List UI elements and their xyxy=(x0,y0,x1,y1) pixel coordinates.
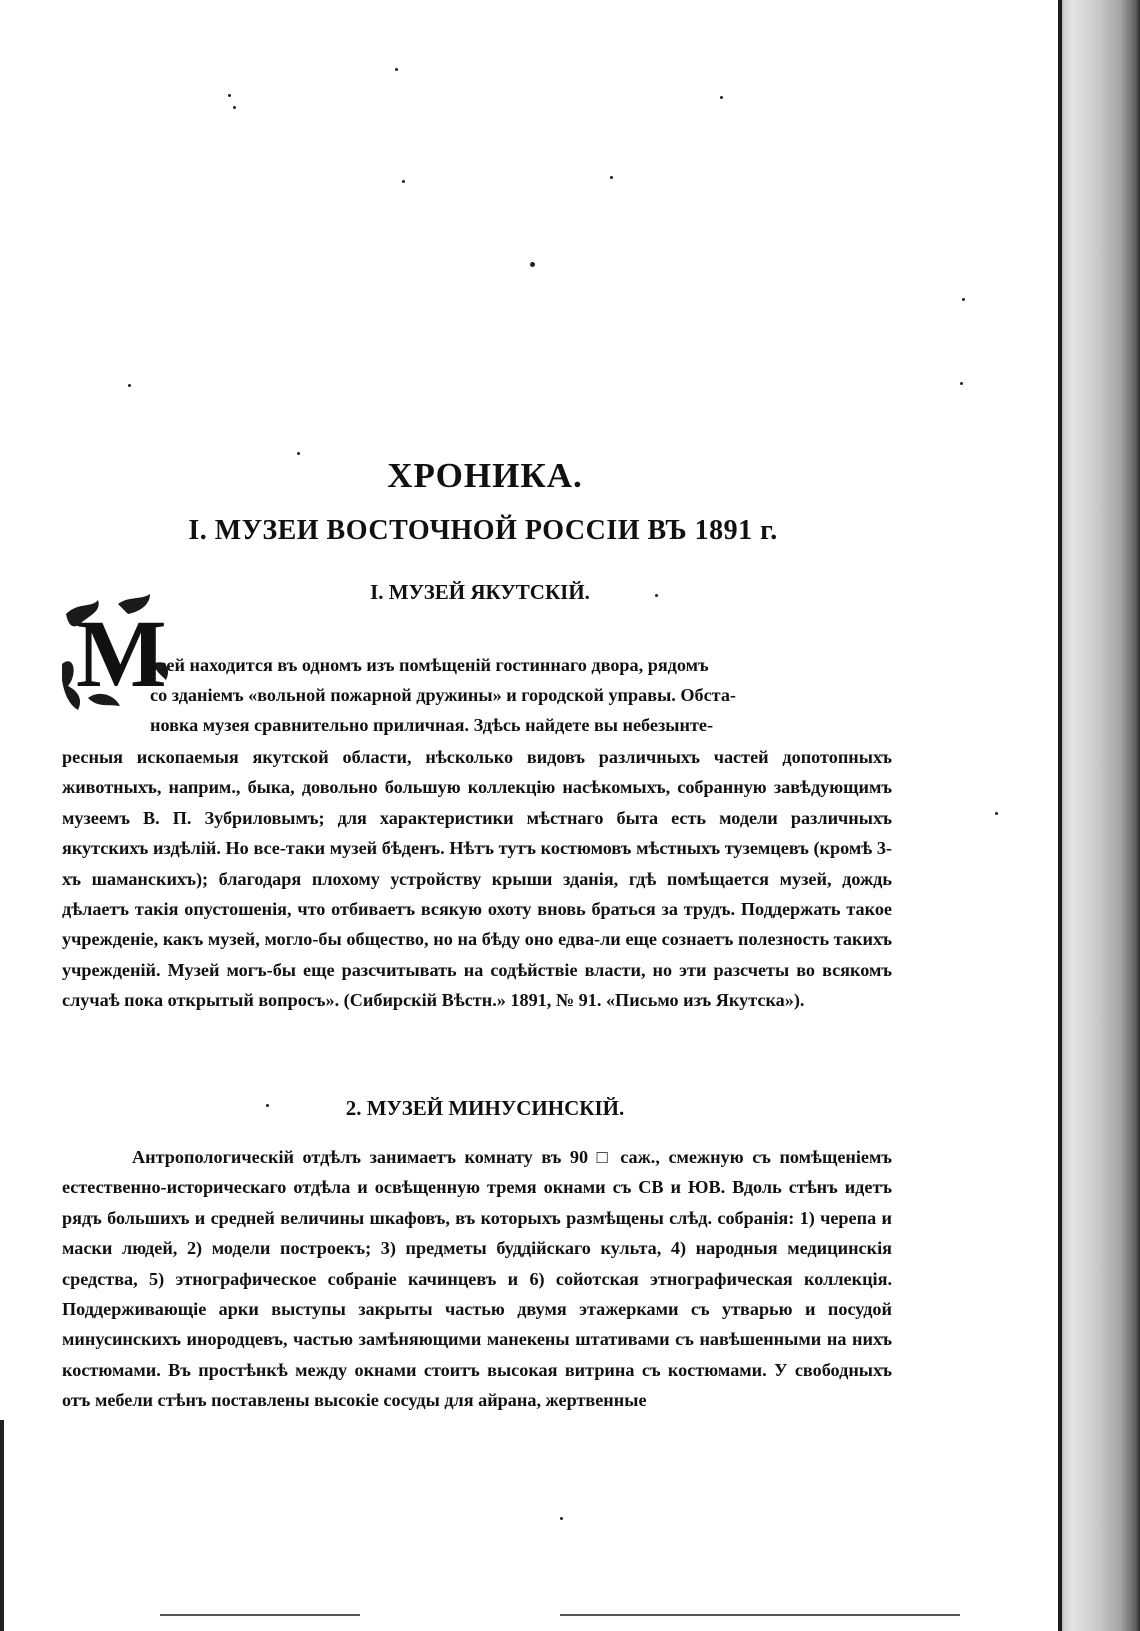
scan-speck xyxy=(228,94,231,97)
scan-speck xyxy=(560,1517,563,1520)
bottom-edge-mark xyxy=(160,1614,360,1616)
bottom-edge-mark xyxy=(560,1614,960,1616)
section-title: I. МУЗЕИ ВОСТОЧНОЙ РОССІИ ВЪ 1891 г. xyxy=(188,515,778,546)
scan-speck xyxy=(233,106,236,109)
scan-speck xyxy=(720,96,723,99)
paragraph-minusinsk: Антропологическій отдѣлъ занимаетъ комнату въ 90 □ саж., смежную съ помѣщеніемъ естественно-историческаго отдѣла и освѣщенную тремя окнами съ СВ и ЮВ. Вдоль стѣнъ идетъ рядъ большихъ и средней величины шкафовъ, въ которыхъ размѣщены слѣд. собранія: 1) черепа и маски людей, 2) модели построекъ; 3) предметы буддійскаго культа, 4) народныя медицинскія средства, 5) этнографическое собраніе качинцевъ и 6) сойотская этнографическая коллекція. Поддерживающіе арки выступы закрыты частью двумя этажерками съ утварью и посудой минусинскихъ инородцевъ, частью замѣняющими манекены штативами съ навѣшенными на нихъ костюмами. Въ простѣнкѣ между окнами стоитъ высокая витрина съ костюмами. У свободныхъ отъ мебели стѣнъ поставлены высокіе сосуды для айрана, жертвенные xyxy=(62,1147,892,1411)
scan-speck xyxy=(128,384,131,387)
intro-line: узей находится въ одномъ изъ помѣщеній гостиннаго двора, рядомъ xyxy=(150,655,709,675)
binding-line xyxy=(1058,0,1062,1631)
scan-speck xyxy=(610,176,613,179)
scan-speck xyxy=(395,68,398,71)
left-edge-shadow xyxy=(0,1420,4,1631)
subsection-title-minusinsk: 2. МУЗЕЙ МИНУСИНСКІЙ. xyxy=(345,1096,625,1120)
scan-speck xyxy=(995,812,998,815)
chronicle-title: ХРОНИКА. xyxy=(387,456,583,495)
drop-cap-letter: M xyxy=(76,600,167,707)
book-spine-edge xyxy=(1058,0,1140,1631)
scan-speck xyxy=(530,262,535,267)
scan-speck xyxy=(402,180,405,183)
subsection-title-yakutsk: I. МУЗЕЙ ЯКУТСКІЙ. xyxy=(370,580,590,604)
paragraph-yakutsk: ресныя ископаемыя якутской области, нѣсколько видовъ различныхъ частей допотопныхъ животныхъ, наприм., быка, довольно большую коллекцію насѣкомыхъ, собранную завѣдующимъ музеемъ В. П. Зубриловымъ; для характеристики мѣстнаго быта есть модели различныхъ якутскихъ издѣлій. Но все-таки музей бѣденъ. Нѣтъ тутъ костюмовъ мѣстныхъ туземцевъ (кромѣ 3-хъ шаманскихъ); благодаря плохому устройству крыши зданія, гдѣ помѣщается музей, дождь дѣлаетъ такія опустошенія, что отбиваетъ всякую охоту вновь браться за трудъ. Поддержать такое учрежденіе, какъ музей, могло-бы общество, но на бѣду оно едва-ли еще сознаетъ полезность такихъ учрежденій. Музей могъ-бы еще разсчитывать на содѣйствіе власти, но эти разсчеты во всякомъ случаѣ пока открытый вопросъ». (Сибирскій Вѣстн.» 1891, № 91. «Письмо изъ Якутска»). xyxy=(62,747,892,1011)
scan-speck xyxy=(960,382,963,385)
scan-speck xyxy=(962,298,965,301)
intro-line: со зданіемъ «вольной пожарной дружины» и городской управы. Обста- xyxy=(150,685,736,705)
scan-speck xyxy=(297,452,300,455)
scan-speck xyxy=(266,1104,269,1107)
scan-speck xyxy=(655,594,658,597)
intro-line: новка музея сравнительно приличная. Здѣсь найдете вы небезынте- xyxy=(150,715,714,735)
